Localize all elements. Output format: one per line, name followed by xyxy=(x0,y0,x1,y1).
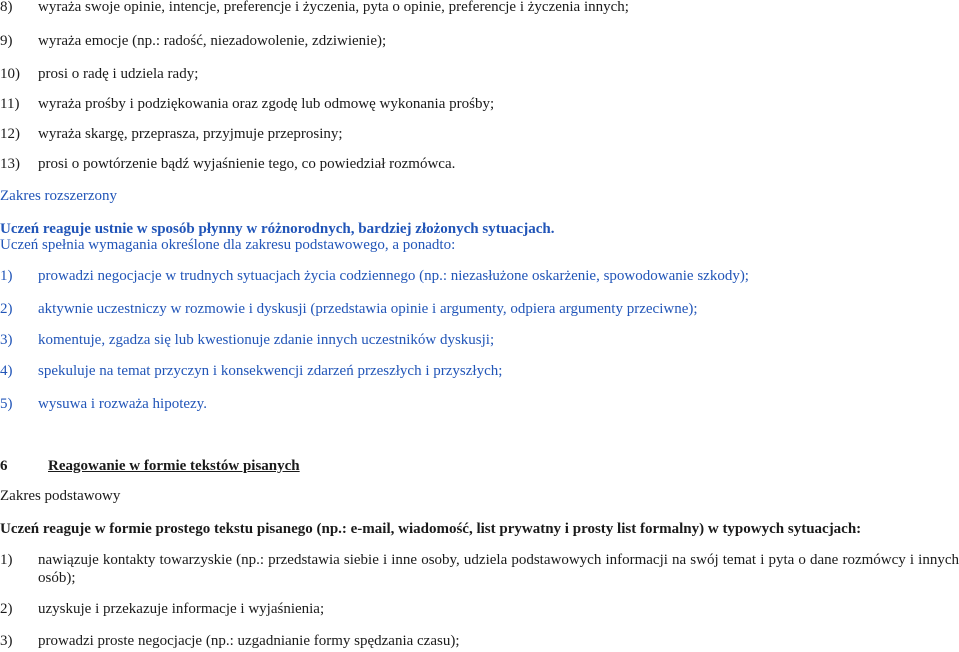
section-title: Reagowanie w formie tekstów pisanych xyxy=(48,458,300,474)
list-item-text: prosi o radę i udziela rady; xyxy=(38,66,199,82)
list-item-text: uzyskuje i przekazuje informacje i wyjaśnienia; xyxy=(38,601,325,617)
list-item-text: nawiązuje kontakty towarzyskie (np.: przedstawia siebie i inne osoby, udziela podstawowych informacji na swój temat i pyta o dane rozmówcy i innych osób); xyxy=(38,552,959,586)
list-item-number: 2) xyxy=(0,301,13,317)
list-item-text: komentuje, zgadza się lub kwestionuje zdanie innych uczestników dyskusji; xyxy=(38,332,495,348)
section-heading-extended: Zakres rozszerzony xyxy=(0,188,118,204)
list-item-text: aktywnie uczestniczy w rozmowie i dyskusji (przedstawia opinie i argumenty, odpiera argumenty przeciwne); xyxy=(38,301,698,317)
section-lead-bold: Uczeń reaguje w formie prostego tekstu pisanego (np.: e-mail, wiadomość, list prywatny i prosty list formalny) w typowych sytuacjach: xyxy=(0,521,862,537)
list-item-number: 3) xyxy=(0,633,13,649)
list-item-text: wyraża skargę, przeprasza, przyjmuje przeprosiny; xyxy=(38,126,343,142)
list-item-text: spekuluje na temat przyczyn i konsekwencji zdarzeń przeszłych i przyszłych; xyxy=(38,363,503,379)
list-item-text: wyraża emocje (np.: radość, niezadowolenie, zdziwienie); xyxy=(38,33,387,49)
list-item-text: prosi o powtórzenie bądź wyjaśnienie tego, co powiedział rozmówca. xyxy=(38,156,456,172)
list-item-text: prowadzi negocjacje w trudnych sytuacjach życia codziennego (np.: niezasłużone oskarżenie, spowodowanie szkody); xyxy=(38,268,749,284)
list-item-number: 12) xyxy=(0,126,20,142)
extended-lead-bold: Uczeń reaguje ustnie w sposób płynny w różnorodnych, bardziej złożonych sytuacjach. xyxy=(0,221,555,237)
list-item-number: 8) xyxy=(0,0,13,15)
list-item-number: 11) xyxy=(0,96,20,112)
list-item-text: wyraża prośby i podziękowania oraz zgodę lub odmowę wykonania prośby; xyxy=(38,96,495,112)
list-item-number: 5) xyxy=(0,396,13,412)
section-subheading: Zakres podstawowy xyxy=(0,488,121,504)
list-item-number: 10) xyxy=(0,66,20,82)
list-item-number: 1) xyxy=(0,552,13,568)
list-item-number: 13) xyxy=(0,156,20,172)
list-item-number: 3) xyxy=(0,332,13,348)
extended-lead: Uczeń spełnia wymagania określone dla zakresu podstawowego, a ponadto: xyxy=(0,237,456,253)
list-item-text: wyraża swoje opinie, intencje, preferencje i życzenia, pyta o opinie, preferencje i życzenia innych; xyxy=(38,0,629,15)
list-item-number: 1) xyxy=(0,268,13,284)
list-item xyxy=(0,551,959,587)
section-number: 6 xyxy=(0,458,8,474)
list-item-number: 4) xyxy=(0,363,13,379)
list-item-text: prowadzi proste negocjacje (np.: uzgadnianie formy spędzania czasu); xyxy=(38,633,460,649)
list-item-text: wysuwa i rozważa hipotezy. xyxy=(38,396,207,412)
list-item-number: 9) xyxy=(0,33,13,49)
list-item-number: 2) xyxy=(0,601,13,617)
